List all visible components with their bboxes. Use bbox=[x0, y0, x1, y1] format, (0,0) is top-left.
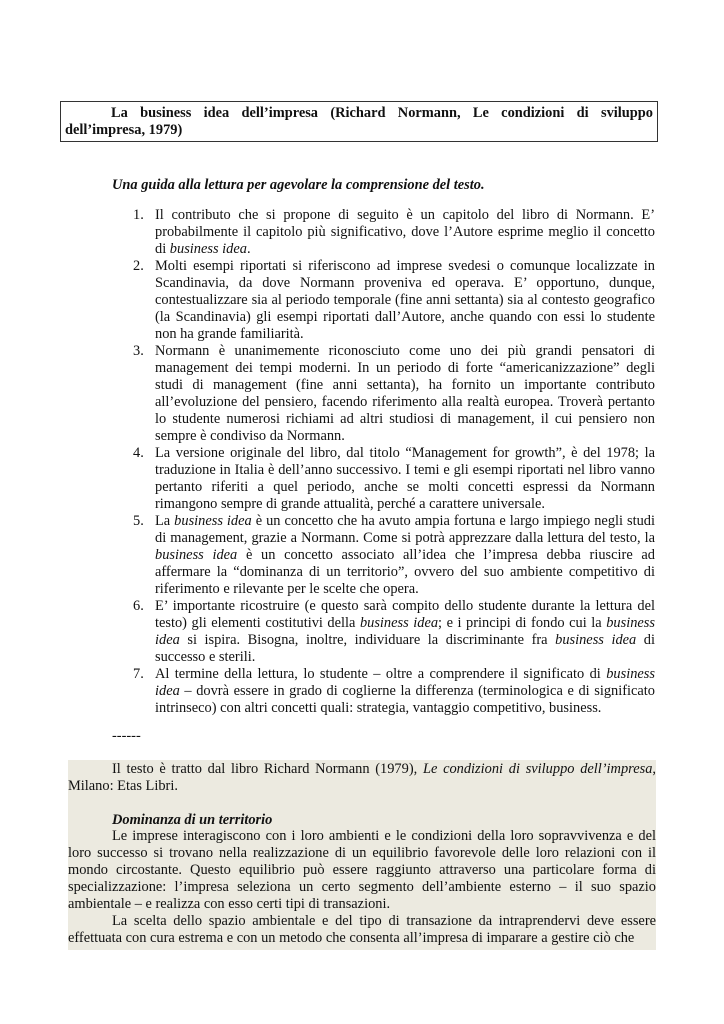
body-paragraph: La scelta dello spazio ambientale e del tipo di transazione da intraprendervi deve essere effettuata con cura estrema e con un metodo che consenta all’impresa di imparare a gestire ciò che bbox=[68, 913, 656, 946]
separator: ------ bbox=[112, 728, 141, 744]
list-item-text: E’ importante ricostruire (e questo sarà compito dello studente durante la lettura del testo) gli elementi costitutivi della bbox=[155, 598, 655, 631]
list-item-number: 5. bbox=[133, 513, 144, 529]
list-item-text: Il contributo che si propone di seguito è un capitolo del libro di Normann. E’ probabilmente il capitolo più significativo, dove l’Autore esprime meglio il concetto di bbox=[155, 207, 655, 257]
list-item-emphasis: business idea bbox=[155, 615, 655, 648]
list-item-number: 4. bbox=[133, 445, 144, 461]
list-item-text: Molti esempi riportati si riferiscono ad imprese svedesi o comunque localizzate in Scandinavia, da dove Normann proveniva ed operava. E’ opportuno, dunque, contestualizzare sia al periodo temporale (fine anni settanta) sia al contesto geografico (la Scandinavia) gli esempi riportati dall’Autore, anche quando con essi lo studente non ha grande familiarità. bbox=[155, 258, 655, 342]
list-item-text: si ispira. Bisogna, inoltre, individuare la discriminante fra bbox=[179, 632, 556, 648]
list-item-emphasis: business idea bbox=[155, 666, 655, 699]
list-item bbox=[133, 445, 655, 513]
source-note bbox=[68, 761, 656, 795]
list-item-number: 7. bbox=[133, 666, 144, 682]
list-item-text: Normann è unanimemente riconosciuto come uno dei più grandi pensatori di management dei tempi moderni. In un periodo di forte “americanizzazione” degli studi di management (fine anni settanta), ha fornito un importante contributo all’evoluzione del pensiero, facendo riferimento alla realtà europea. Troverà pertanto lo studente numerosi richiami ad altri studiosi di management, il cui pensiero non sempre è condiviso da Normann. bbox=[155, 343, 655, 444]
list-item-number: 3. bbox=[133, 343, 144, 359]
section-heading: Dominanza di un territorio bbox=[112, 812, 273, 828]
list-item bbox=[133, 343, 655, 445]
list-item-number: 2. bbox=[133, 258, 144, 274]
list-item-emphasis: business idea bbox=[155, 547, 238, 563]
list-item bbox=[133, 207, 655, 258]
list-item-emphasis: business idea bbox=[555, 632, 637, 648]
document-title: La business idea dell’impresa (Richard Normann, Le condizioni di sviluppo dell’impresa, 1979) bbox=[60, 101, 658, 142]
list-item-number: 6. bbox=[133, 598, 144, 614]
list-item-number: 1. bbox=[133, 207, 144, 223]
list-item-emphasis: business idea bbox=[359, 615, 439, 631]
list-item bbox=[133, 598, 655, 666]
list-item-text: La bbox=[155, 513, 175, 529]
list-item-text: è un concetto associato all’idea che l’impresa debba riuscire ad affermare la “dominanza di un territorio”, ovvero del suo ambiente competitivo di riferimento e rilevante per le scelte che opera. bbox=[155, 547, 655, 597]
list-item bbox=[133, 258, 655, 343]
list-item-text: Al termine della lettura, lo studente – oltre a comprendere il significato di bbox=[155, 666, 607, 682]
list-item-text: ; e i principi di fondo cui la bbox=[438, 615, 607, 631]
list-item-emphasis: business idea bbox=[169, 241, 247, 257]
list-item-text: . bbox=[246, 241, 251, 257]
source-text: Il testo è tratto dal libro Richard Normann (1979), bbox=[112, 761, 423, 777]
list-item-text: La versione originale del libro, dal titolo “Management for growth”, è del 1978; la traduzione in Italia è dell’anno successivo. I temi e gli esempi riportati nel libro vanno pertanto riferiti a quel periodo, anche se molti concetti espressi da Normann rimangono sempre di grande attualità, perché a carattere universale. bbox=[155, 445, 655, 512]
list-item bbox=[133, 513, 655, 598]
source-text: , Milano: Etas Libri. bbox=[68, 761, 657, 794]
source-book-title: Le condizioni di sviluppo dell’impresa bbox=[422, 761, 653, 777]
body-paragraph: Le imprese interagiscono con i loro ambienti e le condizioni della loro sopravvivenza e del loro successo si trovano nella realizzazione di un equilibrio favorevole delle loro relazioni con il mondo circostante. Questo equilibrio può essere raggiunto attraverso una particolare forma di specializzazione: l’impresa seleziona un certo segmento dell’ambiente esterno – il suo spazio ambientale – e realizza con esso certi tipi di transazioni. bbox=[68, 828, 656, 912]
list-item bbox=[133, 666, 655, 717]
list-item-emphasis: business idea bbox=[174, 513, 252, 529]
guide-heading: Una guida alla lettura per agevolare la comprensione del testo. bbox=[112, 177, 485, 193]
list-item-text: – dovrà essere in grado di coglierne la differenza (terminologica e di significato intrinseco) con altri concetti quali: strategia, vantaggio competitivo, business. bbox=[155, 683, 655, 716]
list-item-text: di successo e sterili. bbox=[155, 632, 655, 665]
list-item-text: è un concetto che ha avuto ampia fortuna e largo impiego negli studi di management, grazie a Normann. Come si potrà apprezzare dalla lettura del testo, la bbox=[155, 513, 655, 546]
reading-guide-list bbox=[133, 207, 655, 717]
